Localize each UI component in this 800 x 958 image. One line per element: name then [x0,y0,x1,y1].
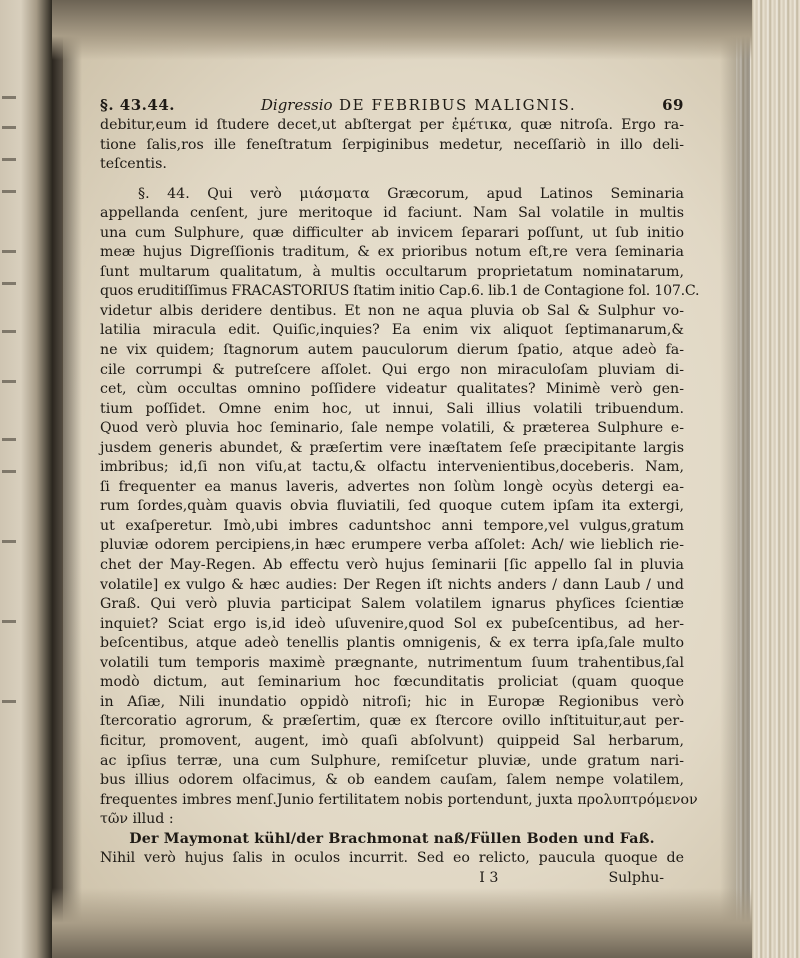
text-line: bus illius odorem olfacimus, & ob eandem cauſam, ſalem nempe volatilem, [100,772,684,789]
text-line: frequentes imbres menſ.Junio fertilitatem nobis portendunt, juxta προλυπτρόμενον [100,791,698,808]
catchword: Sulphu- [608,869,664,886]
section-number: §. 43.44. [100,96,175,114]
running-head [100,96,684,114]
text-line: jusdem generis abundet, & præſertim vere inæſtatem ſeſe præcipitante largis [100,439,684,456]
page-text [100,96,700,888]
text-line: volatile] ex vulgo & hæc audies: Der Regen iſt nichts anders / dann Laub / und [100,576,684,593]
text-line: ac ipſius terræ, una cum Sulphure, remiſcetur pluviæ, unde gratum nari- [100,752,684,769]
right-shadow [720,0,750,958]
text-line: chet der May-Regen. Ab effectu verò hujus ſeminarii [ſic appello ſal in pluvia [100,557,684,574]
text-line: tione ſalis,ros ille feneſtratum ſerpiginibus medetur, neceſſariò in illo deli- [100,136,684,153]
page-number: 69 [662,96,684,114]
text-line: ne vix quidem; ſtagnorum autem pauculorum dierum ſpatio, atque adeò fa- [100,342,684,359]
section-44-start: §. 44. Qui verò μιάσματα Græcorum, apud Latinos Seminaria [138,185,684,202]
text-line: inquiet? Sciat ergo is,id ideò uſuvenire,quod Sol ex pubeſcentibus, ad her- [100,615,684,632]
text-line: Quod verò pluvia hoc ſeminario, ſale nempe volatili, & præterea Sulphure e- [100,420,684,437]
text-line: appellanda cenſent, jure meritoque id faciunt. Nam Sal volatile in multis [100,205,684,222]
text-line: quos eruditiſſimus FRACASTORIUS ſtatim initio Cap.6. lib.1 de Contagione fol. 107.C. [100,283,700,300]
text-line: teſcentis. [100,156,167,173]
text-line: Graß. Qui verò pluvia participat Salem volatilem ignarus phyſices ſcientiæ [100,596,684,613]
text-line: modò dictum, aut ſeminarium hoc fœcunditatis proliciat (quam quoque [100,674,684,691]
text-line: tium poſſidet. Omne enim hoc, ut innui, Sali illius volatili tribuendum. [100,400,684,417]
running-title [261,96,576,114]
page-shadow [62,0,82,958]
text-line: ſunt multarum qualitatum, à multis occultarum proprietatum nominatarum, [100,263,684,280]
bottom-shadow [52,888,752,958]
text-line: pluviæ odorem percipiens,in hæc erumpere verba aſſolet: Ach/ wie lieblich rie- [100,537,684,554]
text-line: una cum Sulphure, quæ difficulter ab invicem ſeparari poſſunt, ut ſub initio [100,224,684,241]
text-line: rum ſordes,quàm quavis obvia fluviatili, ſed quoque cutem ipſam ita extergi, [100,498,684,515]
text-line: τῶν illud : [100,811,174,828]
page-footer [100,869,684,889]
closing-line: Nihil verò hujus ſalis in oculos incurrit. Sed eo relicto, paucula quoque de [100,850,684,867]
text-line: videtur albis deridere dentibus. Et non ne aqua pluvia ob Sal & Sulphur vo- [100,302,684,319]
running-title-italic: Digressio [260,96,333,114]
running-title-text: DE FEBRIBUS MALIGNIS. [338,96,577,114]
text-line: ſi frequenter ea manus laveris, advertes non ſolùm longè ocyùs detergi ea- [100,478,684,495]
previous-page-edge [0,0,52,958]
text-line: ut exaſperetur. Imò,ubi imbres caduntshoc anni tempore,vel vulgus,gratum [100,517,684,534]
text-line: beſcentibus, atque adeò tenellis plantis omnigenis, & ex terra ipſa,ſale multo [100,635,684,652]
text-line: cile corrumpi & putreſcere aſſolet. Qui ergo non miraculoſam pluviam di- [100,361,684,378]
text-line: ficitur, promovent, augent, imò quaſi abſolvunt) quippeid Sal herbarum, [100,732,684,749]
text-line: latilia miracula edit. Quiſic,inquies? Ea enim vix aliquot ſeptimanarum,& [100,322,684,339]
signature-mark: I 3 [479,869,499,886]
german-proverb: Der Maymonat kühl/der Brachmonat naß/Füllen Boden und Faß. [129,830,655,847]
text-line: meæ hujus Digreſſionis traditum, & ex prioribus notum eſt,re vera ſeminaria [100,244,684,261]
text-line: imbribus; id,ſi non viſu,at tactu,& olfactu intervenientibus,doceberis. Nam, [100,459,684,476]
top-shadow [52,0,752,60]
text-line: volatili tum temporis maximè prægnante, nutrimentum ſuum trahentibus,ſal [100,654,684,671]
text-line: ſtercoratio agrorum, & præſertim, quæ ex ſtercore ovillo inſtituitur,aut per- [100,713,684,730]
text-line: in Aſiæ, Nili inundatio oppidò nitroſi; hic in Europæ Regionibus verò [100,693,684,710]
text-line: debitur,eum id ſtudere decet,ut abſtergat per ἐμέτικα, quæ nitroſa. Ergo ra- [100,117,684,133]
text-line: cet, cùm occultas omnino poſſidere videatur qualitates? Minimè verò gen- [100,381,684,398]
